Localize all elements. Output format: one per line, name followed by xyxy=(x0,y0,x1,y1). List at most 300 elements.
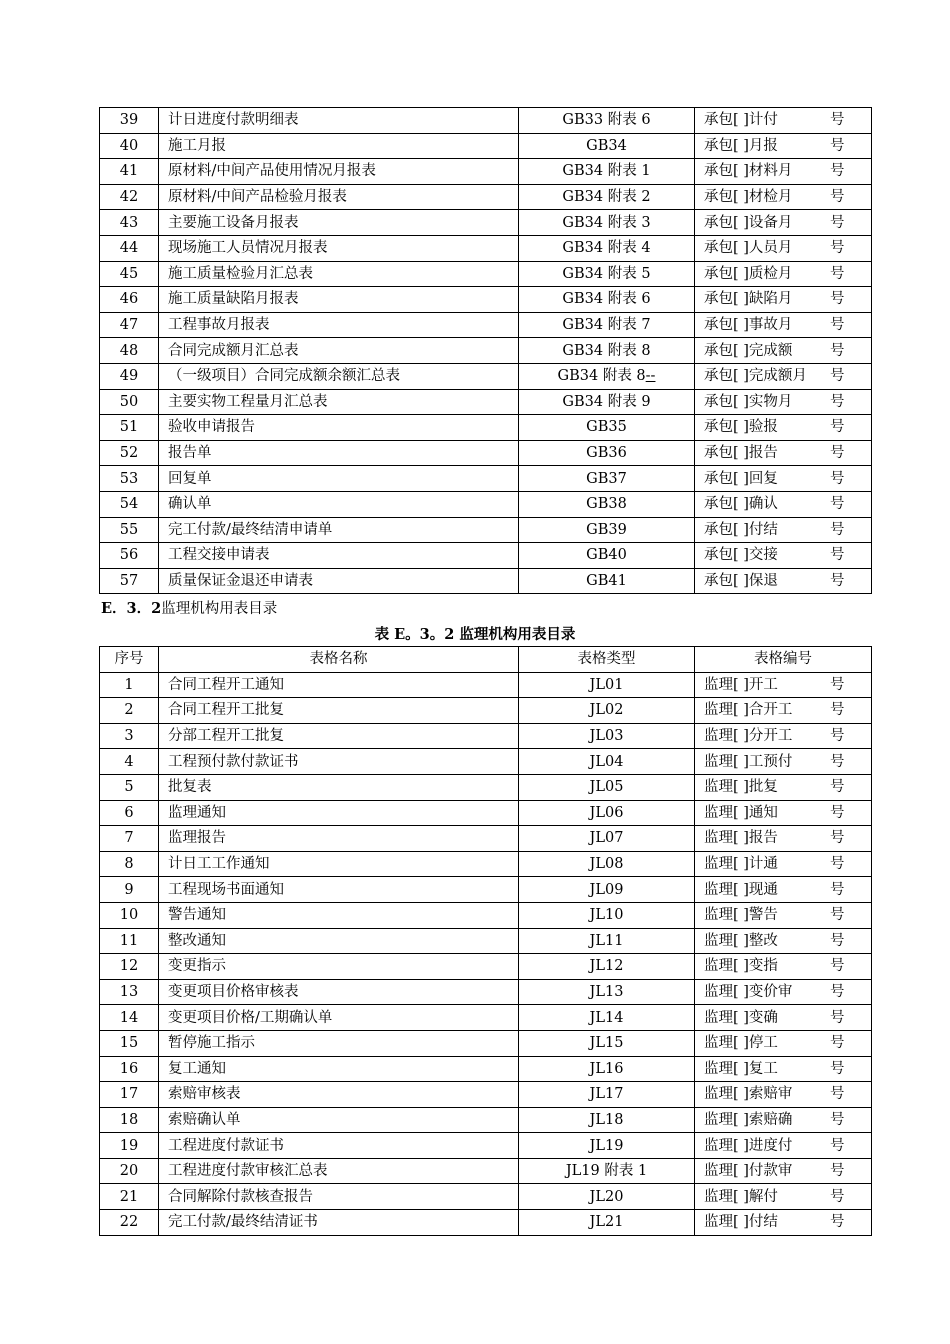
form-code-text: 监理[ ]变价审 xyxy=(704,984,793,1001)
form-code-suffix: 号 xyxy=(830,291,845,308)
table-row xyxy=(100,902,872,928)
form-code xyxy=(695,491,872,517)
form-name: 合同工程开工批复 xyxy=(159,698,519,724)
row-number: 47 xyxy=(100,312,159,338)
form-type-text: GB34 附表 3 xyxy=(562,214,651,231)
table-row xyxy=(100,1210,872,1236)
form-code-suffix: 号 xyxy=(830,189,845,206)
form-type-text: GB41 xyxy=(586,572,627,589)
form-type-text: JL06 xyxy=(589,804,624,821)
form-code-suffix: 号 xyxy=(830,984,845,1001)
table-row xyxy=(100,568,872,594)
form-code-suffix: 号 xyxy=(830,265,845,282)
form-code-suffix: 号 xyxy=(830,753,845,770)
form-type xyxy=(519,159,695,185)
row-number: 5 xyxy=(100,774,159,800)
table-row xyxy=(100,1056,872,1082)
form-type-text: JL13 xyxy=(589,984,624,1001)
form-code-text: 监理[ ]计通 xyxy=(704,856,778,873)
form-type xyxy=(519,698,695,724)
form-code-suffix: 号 xyxy=(830,1137,845,1154)
form-name: 分部工程开工批复 xyxy=(159,723,519,749)
form-type-text: JL08 xyxy=(589,856,624,873)
row-number: 46 xyxy=(100,287,159,313)
form-type-text: JL17 xyxy=(589,1086,624,1103)
table-row xyxy=(100,698,872,724)
table-row xyxy=(100,800,872,826)
form-type-text: JL14 xyxy=(589,1009,624,1026)
header-type: 表格类型 xyxy=(519,647,695,673)
row-number: 17 xyxy=(100,1082,159,1108)
form-type-text: GB36 xyxy=(586,445,627,462)
form-code-suffix: 号 xyxy=(830,521,845,538)
table-row xyxy=(100,1184,872,1210)
form-code-text: 监理[ ]变指 xyxy=(704,958,778,975)
form-type-text: GB34 附表 4 xyxy=(562,240,651,257)
form-name: 完工付款/最终结清申请单 xyxy=(159,517,519,543)
form-code-suffix: 号 xyxy=(830,958,845,975)
form-type xyxy=(519,184,695,210)
form-code-suffix: 号 xyxy=(830,856,845,873)
form-code-text: 承包[ ]材料月 xyxy=(704,163,793,180)
form-code-suffix: 号 xyxy=(830,445,845,462)
form-type-text: GB34 xyxy=(586,137,627,154)
form-code-text: 监理[ ]付款审 xyxy=(704,1163,793,1180)
table-row xyxy=(100,287,872,313)
form-code-text: 承包[ ]事故月 xyxy=(704,317,793,334)
form-type xyxy=(519,287,695,313)
form-type xyxy=(519,491,695,517)
form-code-text: 承包[ ]月报 xyxy=(704,137,778,154)
form-code-suffix: 号 xyxy=(830,1035,845,1052)
form-code xyxy=(695,543,872,569)
form-code xyxy=(695,954,872,980)
form-type xyxy=(519,261,695,287)
form-code-text: 承包[ ]完成额月 xyxy=(704,368,807,385)
form-code-suffix: 号 xyxy=(830,1188,845,1205)
row-number: 10 xyxy=(100,902,159,928)
row-number: 57 xyxy=(100,568,159,594)
form-name: 完工付款/最终结清证书 xyxy=(159,1210,519,1236)
form-type xyxy=(519,851,695,877)
form-name: 变更指示 xyxy=(159,954,519,980)
form-type xyxy=(519,1158,695,1184)
form-code-text: 监理[ ]停工 xyxy=(704,1035,778,1052)
form-code xyxy=(695,133,872,159)
table-caption: 表 E。3。2 监理机构用表目录 xyxy=(374,626,576,643)
form-name: 施工月报 xyxy=(159,133,519,159)
form-type xyxy=(519,235,695,261)
form-type xyxy=(519,133,695,159)
form-type-text: GB34 附表 5 xyxy=(562,265,651,282)
form-code-suffix: 号 xyxy=(830,368,845,385)
form-name: 工程进度付款审核汇总表 xyxy=(159,1158,519,1184)
form-code-text: 承包[ ]人员月 xyxy=(704,240,793,257)
contractor-forms-body xyxy=(100,108,872,594)
form-type xyxy=(519,902,695,928)
form-name: 监理报告 xyxy=(159,826,519,852)
form-code-text: 监理[ ]批复 xyxy=(704,779,778,796)
header-code: 表格编号 xyxy=(695,647,872,673)
table-row xyxy=(100,440,872,466)
form-code xyxy=(695,389,872,415)
form-name: 变更项目价格/工期确认单 xyxy=(159,1005,519,1031)
form-code xyxy=(695,235,872,261)
form-code xyxy=(695,749,872,775)
form-code-suffix: 号 xyxy=(830,881,845,898)
form-name: 变更项目价格审核表 xyxy=(159,979,519,1005)
form-code-suffix: 号 xyxy=(830,1060,845,1077)
form-type-text: GB34 附表 8 xyxy=(562,342,651,359)
form-type xyxy=(519,979,695,1005)
form-type xyxy=(519,1107,695,1133)
form-code xyxy=(695,568,872,594)
supervision-forms-body xyxy=(100,647,872,1236)
form-code xyxy=(695,517,872,543)
form-type-text: JL07 xyxy=(589,830,624,847)
form-name: 暂停施工指示 xyxy=(159,1030,519,1056)
form-name: 计日工工作通知 xyxy=(159,851,519,877)
row-number: 11 xyxy=(100,928,159,954)
form-type-text: JL19 xyxy=(589,1137,624,1154)
form-type xyxy=(519,672,695,698)
form-code xyxy=(695,210,872,236)
form-code-text: 监理[ ]解付 xyxy=(704,1188,778,1205)
row-number: 42 xyxy=(100,184,159,210)
row-number: 15 xyxy=(100,1030,159,1056)
form-type-text: JL20 xyxy=(589,1188,624,1205)
table-row xyxy=(100,543,872,569)
table-row xyxy=(100,1133,872,1159)
table-row xyxy=(100,928,872,954)
form-code-suffix: 号 xyxy=(830,728,845,745)
row-number: 54 xyxy=(100,491,159,517)
row-number: 48 xyxy=(100,338,159,364)
form-type-text: JL11 xyxy=(589,932,624,949)
form-name: 工程预付款付款证书 xyxy=(159,749,519,775)
table-row xyxy=(100,466,872,492)
form-type xyxy=(519,877,695,903)
form-name: 回复单 xyxy=(159,466,519,492)
form-code-suffix: 号 xyxy=(830,470,845,487)
form-code xyxy=(695,338,872,364)
row-number: 9 xyxy=(100,877,159,903)
form-code-text: 承包[ ]计付 xyxy=(704,112,778,129)
form-name: 警告通知 xyxy=(159,902,519,928)
form-name: 整改通知 xyxy=(159,928,519,954)
form-type xyxy=(519,363,695,389)
table-row xyxy=(100,184,872,210)
row-number: 41 xyxy=(100,159,159,185)
form-name: 工程现场书面通知 xyxy=(159,877,519,903)
form-type-text: GB38 xyxy=(586,496,627,513)
form-code xyxy=(695,312,872,338)
form-code-text: 监理[ ]索赔确 xyxy=(704,1111,793,1128)
header-name: 表格名称 xyxy=(159,647,519,673)
form-code-text: 承包[ ]交接 xyxy=(704,547,778,564)
row-number: 50 xyxy=(100,389,159,415)
contractor-forms-table xyxy=(99,107,872,594)
form-type-text: JL10 xyxy=(589,907,624,924)
form-code-suffix: 号 xyxy=(830,342,845,359)
form-type xyxy=(519,1184,695,1210)
form-type-text: GB33 附表 6 xyxy=(562,112,651,129)
form-code xyxy=(695,826,872,852)
row-number: 51 xyxy=(100,415,159,441)
form-type-text: GB34 附表 8 xyxy=(557,368,646,385)
form-type xyxy=(519,1005,695,1031)
form-code-suffix: 号 xyxy=(830,137,845,154)
row-number: 21 xyxy=(100,1184,159,1210)
form-name: 主要实物工程量月汇总表 xyxy=(159,389,519,415)
table-row xyxy=(100,338,872,364)
form-code xyxy=(695,877,872,903)
form-code-text: 承包[ ]设备月 xyxy=(704,214,793,231)
row-number: 49 xyxy=(100,363,159,389)
row-number: 14 xyxy=(100,1005,159,1031)
form-code-suffix: 号 xyxy=(830,572,845,589)
form-type-text: GB34 附表 2 xyxy=(562,189,651,206)
form-code-suffix: 号 xyxy=(830,419,845,436)
form-name: 现场施工人员情况月报表 xyxy=(159,235,519,261)
header-no: 序号 xyxy=(100,647,159,673)
section-heading xyxy=(101,597,277,618)
form-name: 原材料/中间产品使用情况月报表 xyxy=(159,159,519,185)
row-number: 16 xyxy=(100,1056,159,1082)
form-code-text: 监理[ ]进度付 xyxy=(704,1137,793,1154)
table-row xyxy=(100,954,872,980)
form-code-text: 监理[ ]现通 xyxy=(704,881,778,898)
row-number: 1 xyxy=(100,672,159,698)
table-row xyxy=(100,1107,872,1133)
form-type-text: JL04 xyxy=(589,753,624,770)
table-row xyxy=(100,312,872,338)
form-type xyxy=(519,517,695,543)
form-type xyxy=(519,466,695,492)
row-number: 52 xyxy=(100,440,159,466)
table-row xyxy=(100,979,872,1005)
table-row xyxy=(100,723,872,749)
row-number: 45 xyxy=(100,261,159,287)
table-row xyxy=(100,774,872,800)
form-code-suffix: 号 xyxy=(830,1009,845,1026)
form-name: 计日进度付款明细表 xyxy=(159,108,519,134)
form-code xyxy=(695,261,872,287)
form-code xyxy=(695,851,872,877)
row-number: 43 xyxy=(100,210,159,236)
form-code xyxy=(695,800,872,826)
table-row xyxy=(100,1082,872,1108)
form-code-text: 承包[ ]完成额 xyxy=(704,342,793,359)
form-code-text: 承包[ ]缺陷月 xyxy=(704,291,793,308)
form-type-text: GB34 附表 9 xyxy=(562,393,651,410)
form-type-text: JL05 xyxy=(589,779,624,796)
form-type-text: JL12 xyxy=(589,958,624,975)
row-number: 19 xyxy=(100,1133,159,1159)
row-number: 12 xyxy=(100,954,159,980)
form-type-text: GB34 附表 7 xyxy=(562,317,651,334)
form-type-text: JL19 附表 1 xyxy=(565,1163,648,1180)
table-row xyxy=(100,133,872,159)
form-code-text: 承包[ ]确认 xyxy=(704,496,778,513)
form-type xyxy=(519,1056,695,1082)
table-row xyxy=(100,159,872,185)
form-code xyxy=(695,1133,872,1159)
form-code-suffix: 号 xyxy=(830,702,845,719)
form-code-text: 监理[ ]索赔审 xyxy=(704,1086,793,1103)
form-name: （一级项目）合同完成额余额汇总表 xyxy=(159,363,519,389)
form-code-text: 监理[ ]整改 xyxy=(704,932,778,949)
row-number: 7 xyxy=(100,826,159,852)
form-code-text: 监理[ ]复工 xyxy=(704,1060,778,1077)
form-name: 工程进度付款证书 xyxy=(159,1133,519,1159)
form-code xyxy=(695,1107,872,1133)
form-code-suffix: 号 xyxy=(830,112,845,129)
form-code-suffix: 号 xyxy=(830,1086,845,1103)
table-row xyxy=(100,415,872,441)
row-number: 8 xyxy=(100,851,159,877)
form-type-text: JL18 xyxy=(589,1111,624,1128)
form-name: 批复表 xyxy=(159,774,519,800)
section-number: E．3．2 xyxy=(101,600,162,617)
form-code-suffix: 号 xyxy=(830,932,845,949)
form-code xyxy=(695,928,872,954)
supervision-forms-table xyxy=(99,646,872,1236)
form-type xyxy=(519,928,695,954)
form-code-text: 承包[ ]材检月 xyxy=(704,189,793,206)
form-code xyxy=(695,466,872,492)
form-code-suffix: 号 xyxy=(830,1111,845,1128)
form-name: 工程交接申请表 xyxy=(159,543,519,569)
form-type-text: GB39 xyxy=(586,521,627,538)
form-code xyxy=(695,672,872,698)
table-row xyxy=(100,363,872,389)
form-code-suffix: 号 xyxy=(830,676,845,693)
form-code-text: 监理[ ]警告 xyxy=(704,907,778,924)
form-code-text: 监理[ ]工预付 xyxy=(704,753,793,770)
form-name: 合同解除付款核查报告 xyxy=(159,1184,519,1210)
table-row xyxy=(100,261,872,287)
form-name: 施工质量检验月汇总表 xyxy=(159,261,519,287)
form-code-text: 监理[ ]付结 xyxy=(704,1214,778,1231)
row-number: 4 xyxy=(100,749,159,775)
form-type xyxy=(519,338,695,364)
form-code xyxy=(695,774,872,800)
form-code-suffix: 号 xyxy=(830,317,845,334)
form-name: 施工质量缺陷月报表 xyxy=(159,287,519,313)
form-name: 确认单 xyxy=(159,491,519,517)
form-type xyxy=(519,312,695,338)
form-code-suffix: 号 xyxy=(830,496,845,513)
row-number: 22 xyxy=(100,1210,159,1236)
table-header-row xyxy=(100,647,872,673)
form-code-text: 承包[ ]保退 xyxy=(704,572,778,589)
table-row xyxy=(100,517,872,543)
form-code xyxy=(695,698,872,724)
table-row xyxy=(100,826,872,852)
form-code-text: 承包[ ]验报 xyxy=(704,419,778,436)
form-code xyxy=(695,159,872,185)
section-title: 监理机构用表目录 xyxy=(161,601,278,617)
form-name: 合同完成额月汇总表 xyxy=(159,338,519,364)
form-code xyxy=(695,1056,872,1082)
form-name: 索赔审核表 xyxy=(159,1082,519,1108)
form-type-text: GB34 附表 6 xyxy=(562,291,651,308)
form-type xyxy=(519,1030,695,1056)
form-type-text: GB34 附表 1 xyxy=(562,163,651,180)
form-code xyxy=(695,979,872,1005)
table-row xyxy=(100,491,872,517)
form-type xyxy=(519,749,695,775)
form-code-text: 监理[ ]开工 xyxy=(704,676,778,693)
row-number: 55 xyxy=(100,517,159,543)
form-code xyxy=(695,287,872,313)
form-code-suffix: 号 xyxy=(830,163,845,180)
table-row xyxy=(100,851,872,877)
row-number: 20 xyxy=(100,1158,159,1184)
table-row xyxy=(100,210,872,236)
row-number: 13 xyxy=(100,979,159,1005)
form-code xyxy=(695,363,872,389)
table-row xyxy=(100,877,872,903)
form-type xyxy=(519,800,695,826)
form-code-text: 监理[ ]通知 xyxy=(704,804,778,821)
form-type xyxy=(519,1133,695,1159)
form-code xyxy=(695,1184,872,1210)
table-row xyxy=(100,108,872,134)
form-type xyxy=(519,543,695,569)
form-code-text: 监理[ ]分开工 xyxy=(704,728,793,745)
form-code xyxy=(695,1158,872,1184)
form-name: 质量保证金退还申请表 xyxy=(159,568,519,594)
form-type xyxy=(519,415,695,441)
form-code xyxy=(695,440,872,466)
table-row xyxy=(100,672,872,698)
row-number: 56 xyxy=(100,543,159,569)
form-code xyxy=(695,1005,872,1031)
table-row xyxy=(100,235,872,261)
form-code xyxy=(695,415,872,441)
form-type-text: JL01 xyxy=(589,676,624,693)
form-name: 原材料/中间产品检验月报表 xyxy=(159,184,519,210)
form-name: 合同工程开工通知 xyxy=(159,672,519,698)
form-code-suffix: 号 xyxy=(830,1214,845,1231)
form-code-suffix: 号 xyxy=(830,830,845,847)
form-type xyxy=(519,210,695,236)
form-name: 报告单 xyxy=(159,440,519,466)
form-type xyxy=(519,108,695,134)
form-name: 验收申请报告 xyxy=(159,415,519,441)
table-row xyxy=(100,749,872,775)
form-name: 复工通知 xyxy=(159,1056,519,1082)
form-code xyxy=(695,1082,872,1108)
form-code-suffix: 号 xyxy=(830,547,845,564)
form-type xyxy=(519,389,695,415)
form-code-suffix: 号 xyxy=(830,240,845,257)
form-code xyxy=(695,1030,872,1056)
form-code-text: 监理[ ]合开工 xyxy=(704,702,793,719)
form-type xyxy=(519,568,695,594)
form-code xyxy=(695,723,872,749)
form-type xyxy=(519,723,695,749)
form-type-text: GB35 xyxy=(586,419,627,436)
table-row xyxy=(100,1158,872,1184)
form-name: 索赔确认单 xyxy=(159,1107,519,1133)
row-number: 40 xyxy=(100,133,159,159)
form-name: 主要施工设备月报表 xyxy=(159,210,519,236)
table-row xyxy=(100,1030,872,1056)
form-code-suffix: 号 xyxy=(830,393,845,410)
